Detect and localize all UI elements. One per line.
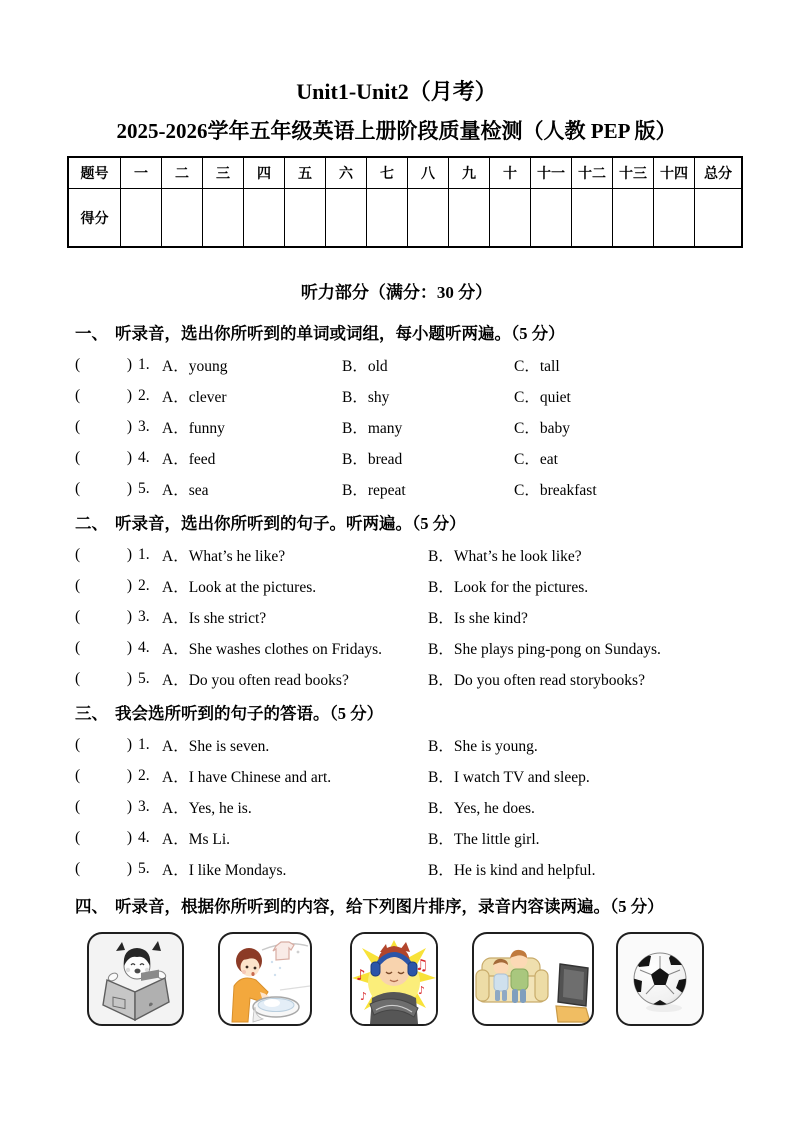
question-number: 4. xyxy=(138,638,150,656)
section-4-number: 四、 xyxy=(75,897,108,916)
question-number: 4. xyxy=(138,828,150,846)
question-row-2-4 xyxy=(75,632,793,663)
close-paren: ) xyxy=(126,448,132,466)
section-3-title: 我会选所听到的句子的答语。（5 分） xyxy=(115,704,384,723)
answer-blank xyxy=(75,639,132,657)
open-paren: ( xyxy=(75,607,81,625)
option-b: B．many xyxy=(342,419,403,437)
option-b: B．The little girl. xyxy=(428,830,540,848)
score-cell xyxy=(285,189,326,248)
picture-football xyxy=(616,932,704,1026)
col-7: 七 xyxy=(367,157,408,189)
score-table-header-row xyxy=(68,157,742,189)
open-paren: ( xyxy=(75,355,81,373)
option-b: B．She is young. xyxy=(428,737,538,755)
answer-blank xyxy=(75,480,132,498)
col-12: 十二 xyxy=(572,157,613,189)
section-2-number: 二、 xyxy=(75,514,108,533)
page-title: Unit1-Unit2（月考） xyxy=(296,79,497,104)
question-row-3-4 xyxy=(75,822,793,853)
option-b: B．Look for the pictures. xyxy=(428,578,589,596)
close-paren: ) xyxy=(126,576,132,594)
answer-blank xyxy=(75,736,132,754)
option-b: B．bread xyxy=(342,450,403,468)
question-row-3-3 xyxy=(75,791,793,822)
score-table xyxy=(67,156,743,248)
question-row-1-1 xyxy=(75,349,793,380)
section-1-title: 听录音，选出你所听到的单词或词组，每小题听两遍。（5 分） xyxy=(115,324,565,343)
question-number: 3. xyxy=(138,797,150,815)
option-c: C．eat xyxy=(514,450,558,468)
score-cell xyxy=(654,189,695,248)
option-a: A．Ms Li. xyxy=(162,830,231,848)
option-b: B．Do you often read storybooks? xyxy=(428,671,645,689)
page-subtitle: 2025-2026学年五年级英语上册阶段质量检测（人教 PEP 版） xyxy=(116,119,677,143)
col-8: 八 xyxy=(408,157,449,189)
question-number: 5. xyxy=(138,479,150,497)
score-cell xyxy=(326,189,367,248)
score-cell xyxy=(244,189,285,248)
option-b: B．He is kind and helpful. xyxy=(428,861,596,879)
option-b: B．repeat xyxy=(342,481,406,499)
section-2-header xyxy=(75,513,793,535)
question-number: 1. xyxy=(138,735,150,753)
col-9: 九 xyxy=(449,157,490,189)
svg-text:♪: ♪ xyxy=(360,990,368,1003)
answer-blank xyxy=(75,356,132,374)
option-a: A．clever xyxy=(162,388,227,406)
open-paren: ( xyxy=(75,386,81,404)
close-paren: ) xyxy=(126,545,132,563)
score-cell xyxy=(203,189,244,248)
question-number: 2. xyxy=(138,386,150,404)
option-a: A．Look at the pictures. xyxy=(162,578,317,596)
close-paren: ) xyxy=(126,607,132,625)
question-row-1-4 xyxy=(75,442,793,473)
open-paren: ( xyxy=(75,545,81,563)
open-paren: ( xyxy=(75,797,81,815)
open-paren: ( xyxy=(75,859,81,877)
close-paren: ) xyxy=(126,797,132,815)
score-label: 得分 xyxy=(68,189,121,248)
question-number: 4. xyxy=(138,448,150,466)
section-3-header xyxy=(75,703,793,725)
option-a: A．She is seven. xyxy=(162,737,270,755)
question-number: 3. xyxy=(138,417,150,435)
close-paren: ) xyxy=(126,417,132,435)
col-10: 十 xyxy=(490,157,531,189)
svg-text:♪: ♪ xyxy=(356,966,366,984)
col-6: 六 xyxy=(326,157,367,189)
section-2-title: 听录音，选出你所听到的句子。听两遍。（5 分） xyxy=(115,514,466,533)
question-number: 1. xyxy=(138,545,150,563)
picture-listening-to-music xyxy=(350,932,438,1026)
col-1: 一 xyxy=(121,157,162,189)
answer-blank xyxy=(75,608,132,626)
washing-clothes-icon xyxy=(220,934,310,1024)
option-b: B．What’s he look like? xyxy=(428,547,582,565)
col-5: 五 xyxy=(285,157,326,189)
question-row-1-3 xyxy=(75,411,793,442)
option-c: C．breakfast xyxy=(514,481,597,499)
open-paren: ( xyxy=(75,638,81,656)
section-3-number: 三、 xyxy=(75,704,108,723)
question-number: 1. xyxy=(138,355,150,373)
question-number: 5. xyxy=(138,669,150,687)
answer-blank xyxy=(75,670,132,688)
option-b: B．Is she kind? xyxy=(428,609,528,627)
option-a: A．Do you often read books? xyxy=(162,671,349,689)
question-row-1-2 xyxy=(75,380,793,411)
score-cell xyxy=(449,189,490,248)
answer-blank xyxy=(75,577,132,595)
option-c: C．baby xyxy=(514,419,570,437)
close-paren: ) xyxy=(126,355,132,373)
section-1-number: 一、 xyxy=(75,324,108,343)
score-cell xyxy=(408,189,449,248)
col-14: 十四 xyxy=(654,157,695,189)
answer-blank xyxy=(75,387,132,405)
open-paren: ( xyxy=(75,448,81,466)
question-number: 3. xyxy=(138,607,150,625)
open-paren: ( xyxy=(75,828,81,846)
question-row-3-2 xyxy=(75,760,793,791)
question-number: 2. xyxy=(138,766,150,784)
open-paren: ( xyxy=(75,766,81,784)
picture-ordering-row xyxy=(0,932,793,1032)
question-number: 2. xyxy=(138,576,150,594)
close-paren: ) xyxy=(126,386,132,404)
option-b: B．old xyxy=(342,357,388,375)
score-cell xyxy=(613,189,654,248)
watching-tv-icon xyxy=(474,934,592,1024)
col-2: 二 xyxy=(162,157,203,189)
section-1-header xyxy=(75,323,793,345)
option-a: A．She washes clothes on Fridays. xyxy=(162,640,382,658)
question-row-2-2 xyxy=(75,570,793,601)
answer-blank xyxy=(75,798,132,816)
picture-watching-tv xyxy=(472,932,594,1026)
col-total: 总分 xyxy=(695,157,743,189)
score-cell xyxy=(121,189,162,248)
option-a: A．I have Chinese and art. xyxy=(162,768,332,786)
score-cell xyxy=(695,189,743,248)
open-paren: ( xyxy=(75,479,81,497)
option-a: A．I like Mondays. xyxy=(162,861,287,879)
open-paren: ( xyxy=(75,669,81,687)
option-b: B．She plays ping-pong on Sundays. xyxy=(428,640,661,658)
answer-blank xyxy=(75,449,132,467)
picture-washing-clothes xyxy=(218,932,312,1026)
open-paren: ( xyxy=(75,735,81,753)
col-3: 三 xyxy=(203,157,244,189)
football-icon xyxy=(618,934,702,1024)
question-row-3-1 xyxy=(75,729,793,760)
option-a: A．Is she strict? xyxy=(162,609,267,627)
option-b: B．Yes, he does. xyxy=(428,799,535,817)
option-a: A．What’s he like? xyxy=(162,547,286,565)
section-4-header xyxy=(75,896,793,918)
option-b: B．I watch TV and sleep. xyxy=(428,768,590,786)
close-paren: ) xyxy=(126,479,132,497)
score-cell xyxy=(367,189,408,248)
answer-blank xyxy=(75,767,132,785)
open-paren: ( xyxy=(75,417,81,435)
col-4: 四 xyxy=(244,157,285,189)
score-cell xyxy=(531,189,572,248)
listening-to-music-icon xyxy=(352,934,436,1024)
option-b: B．shy xyxy=(342,388,390,406)
question-number-label: 题号 xyxy=(68,157,121,189)
option-a: A．funny xyxy=(162,419,225,437)
question-row-2-5 xyxy=(75,663,793,694)
question-number: 5. xyxy=(138,859,150,877)
option-c: C．quiet xyxy=(514,388,571,406)
score-cell xyxy=(572,189,613,248)
option-a: A．young xyxy=(162,357,228,375)
option-c: C．tall xyxy=(514,357,560,375)
answer-blank xyxy=(75,418,132,436)
close-paren: ) xyxy=(126,766,132,784)
col-11: 十一 xyxy=(531,157,572,189)
question-row-2-3 xyxy=(75,601,793,632)
answer-blank xyxy=(75,860,132,878)
score-cell xyxy=(162,189,203,248)
score-table-score-row xyxy=(68,189,742,248)
close-paren: ) xyxy=(126,669,132,687)
close-paren: ) xyxy=(126,828,132,846)
option-a: A．Yes, he is. xyxy=(162,799,252,817)
question-row-3-5 xyxy=(75,853,793,884)
option-a: A．feed xyxy=(162,450,216,468)
question-row-1-5 xyxy=(75,473,793,504)
answer-blank xyxy=(75,829,132,847)
answer-blank xyxy=(75,546,132,564)
close-paren: ) xyxy=(126,638,132,656)
col-13: 十三 xyxy=(613,157,654,189)
option-a: A．sea xyxy=(162,481,209,499)
listening-part-title: 听力部分（满分：30 分） xyxy=(300,283,493,302)
svg-text:♪: ♪ xyxy=(418,984,426,997)
open-paren: ( xyxy=(75,576,81,594)
picture-reading-storybook xyxy=(87,932,184,1026)
section-4-title: 听录音，根据你所听到的内容，给下列图片排序，录音内容读两遍。（5 分） xyxy=(115,897,664,916)
svg-text:♫: ♫ xyxy=(415,956,429,974)
close-paren: ) xyxy=(126,735,132,753)
reading-storybook-icon xyxy=(89,934,182,1024)
close-paren: ) xyxy=(126,859,132,877)
score-cell xyxy=(490,189,531,248)
question-row-2-1 xyxy=(75,539,793,570)
